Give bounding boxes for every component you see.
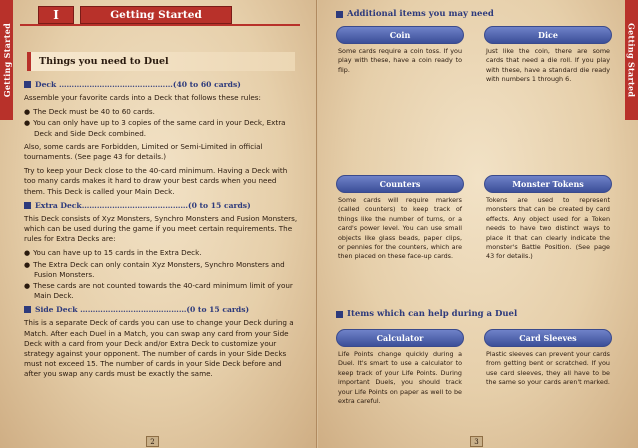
chapter-number: I (38, 6, 74, 24)
item-card-monster-tokens (484, 175, 612, 262)
deck-bullet: ● The Deck must be 40 to 60 cards. (24, 107, 299, 117)
deck-para: Try to keep your Deck close to the 40-card minimum. Having a Deck with too many cards makes it hard to draw your best cards when you need them. This Deck is called your Main Deck. (24, 166, 288, 196)
help-card-title: Calculator (336, 329, 464, 347)
extra-deck-intro: This Deck consists of Xyz Monsters, Synchro Monsters and Fusion Monsters, which can be used during the game if you meet certain requirements. The rules for Extra Decks are: (24, 213, 298, 244)
deck-para: Also, some cards are Forbidden, Limited or Semi-Limited in official tournaments. (See page 43 for details.) (24, 141, 263, 162)
item-card-counters (336, 175, 464, 262)
additional-items-heading: Additional items you may need (336, 9, 494, 19)
help-card-title: Card Sleeves (484, 329, 612, 347)
item-card-dice (484, 26, 612, 85)
item-card-text: Just like the coin, there are some cards that need a die roll. If you play with these, have a standard die ready with numbers 1 through 6. (486, 47, 610, 84)
item-card-text: Some cards will require markers (called counters) to keep track of things like the number of turns, or a card's power level. You can use small objects like glass beads, paper clips, or pennies for the counters, which are then placed on these face-up cards. (338, 196, 462, 261)
item-card-coin (336, 26, 464, 75)
help-items-heading: Items which can help during a Duel (336, 309, 517, 319)
deck-bullet: ● You can only have up to 3 copies of the same card in your Deck, Extra Deck and Side Deck combined. (24, 118, 299, 138)
section-title: Things you need to Duel (27, 52, 295, 71)
rules-text (24, 78, 299, 384)
right-page (318, 0, 638, 448)
side-deck-text: This is a separate Deck of cards you can use to change your Deck during a Match. After each Duel in a Match, you can swap any card from your Side Deck with a card from your Deck and/or Extra Deck to customize your strategy against your opponent. The number of cards in your Side Decks must not exceed 15. The number of cards in your Side Deck before and after you swap any cards must be exactly the same. (24, 318, 294, 379)
header-rule (20, 24, 300, 26)
extra-deck-bullet: ● You can have up to 15 cards in the Extra Deck. (24, 248, 299, 258)
page-number: 2 (146, 436, 159, 447)
side-deck-heading: Side Deck ……………………………………(0 to 15 cards) (24, 305, 299, 314)
chapter-title: Getting Started (80, 6, 232, 24)
item-card-title: Dice (484, 26, 612, 44)
help-card-text: Life Points change quickly during a Duel. It's smart to use a calculator to keep track of your Life Points. During important Duels, you should track your Life Points on paper as well to be extra careful. (338, 350, 462, 406)
extra-deck-bullet: ● The Extra Deck can only contain Xyz Monsters, Synchro Monsters and Fusion Monsters. (24, 260, 299, 280)
help-card-text: Plastic sleeves can prevent your cards from getting bent or scratched. If you use card sleeves, they all have to be the same so your cards aren't marked. (486, 350, 610, 387)
side-tab: Getting Started (0, 0, 13, 120)
left-page (0, 0, 317, 448)
deck-intro: Assemble your favorite cards into a Deck that follows these rules: (24, 93, 261, 102)
extra-deck-heading: Extra Deck……………………………………(0 to 15 cards) (24, 201, 299, 210)
extra-deck-bullet: ● These cards are not counted towards the 40-card minimum limit of your Main Deck. (24, 281, 299, 301)
item-card-text: Tokens are used to represent monsters that can be created by card effects. Any object used for a Token needs to have two distinct ways to place it that can clearly indicate the monster's Battle Position. (See page 43 for details.) (486, 196, 610, 261)
side-tab: Getting Started (625, 0, 638, 120)
item-card-title: Monster Tokens (484, 175, 612, 193)
item-card-title: Coin (336, 26, 464, 44)
deck-heading: Deck ………………………………………(40 to 60 cards) (24, 80, 299, 89)
help-card-card-sleeves (484, 329, 612, 388)
page-number: 3 (470, 436, 483, 447)
item-card-title: Counters (336, 175, 464, 193)
item-card-text: Some cards require a coin toss. If you play with these, have a coin ready to flip. (338, 47, 462, 74)
help-card-calculator (336, 329, 464, 406)
